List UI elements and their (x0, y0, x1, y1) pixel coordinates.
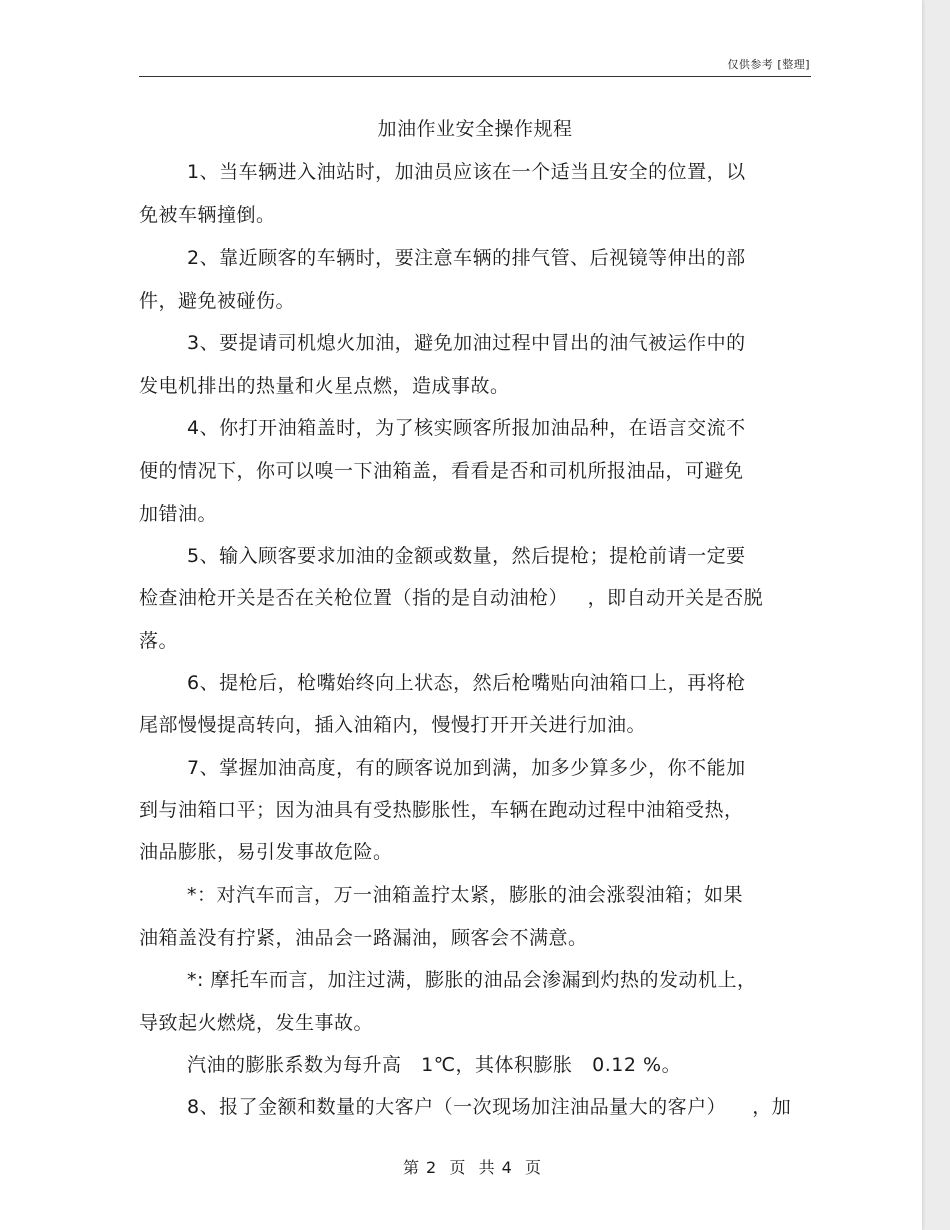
paragraph-7-line-3: 油品膨胀，易引发事故危险。 (139, 841, 393, 863)
note-1-line-1: *：对汽车而言，万一油箱盖拧太紧，膨胀的油会涨裂油箱；如果 (187, 884, 744, 906)
header-note: 仅供参考 [整理] (727, 58, 810, 71)
paragraph-6-line-1: 6、提枪后，枪嘴始终向上状态，然后枪嘴贴向油箱口上，再将枪 (187, 672, 746, 694)
paragraph-4-line-1: 4、你打开油箱盖时，为了核实顾客所报加油品种，在语言交流不 (187, 417, 746, 439)
paragraph-2-line-2: 件，避免被碰伤。 (139, 290, 296, 312)
paragraph-1-line-1: 1、当车辆进入油站时，加油员应该在一个适当且安全的位置，以 (187, 161, 746, 183)
paragraph-4-line-3: 加错油。 (139, 503, 218, 525)
paragraph-8-line-1: 8、报了金额和数量的大客户（一次现场加注油品量大的客户） ，加 (187, 1096, 792, 1118)
paragraph-1-line-2: 免被车辆撞倒。 (139, 204, 276, 226)
paragraph-5-line-3: 落。 (139, 630, 179, 652)
paragraph-4-line-2: 便的情况下，你可以嗅一下油箱盖，看看是否和司机所报油品，可避免 (139, 460, 744, 482)
note-1-line-2: 油箱盖没有拧紧，油品会一路漏油，顾客会不满意。 (139, 927, 588, 949)
paragraph-2-line-1: 2、靠近顾客的车辆时，要注意车辆的排气管、后视镜等伸出的部 (187, 247, 746, 269)
paragraph-3-line-1: 3、要提请司机熄火加油，避免加油过程中冒出的油气被运作中的 (187, 332, 746, 354)
paragraph-7-line-2: 到与油箱口平；因为油具有受热膨胀性，车辆在跑动过程中油箱受热， (139, 799, 744, 821)
expansion-coefficient-line: 汽油的膨胀系数为每升高 1℃，其体积膨胀 0.12 %。 (187, 1054, 682, 1076)
paragraph-7-line-1: 7、掌握加油高度，有的顾客说加到满，加多少算多少，你不能加 (187, 757, 746, 779)
paragraph-5-line-1: 5、输入顾客要求加油的金额或数量，然后提枪；提枪前请一定要 (187, 545, 746, 567)
page-number-footer: 第 2 页 共 4 页 (402, 1158, 543, 1177)
header-divider (139, 76, 811, 77)
note-2-line-1: *: 摩托车而言，加注过满，膨胀的油品会渗漏到灼热的发动机上， (187, 969, 757, 991)
paragraph-5-line-2: 检查油枪开关是否在关枪位置（指的是自动油枪） ，即自动开关是否脱 (139, 587, 764, 609)
paragraph-6-line-2: 尾部慢慢提高转向，插入油箱内，慢慢打开开关进行加油。 (139, 714, 647, 736)
paragraph-3-line-2: 发电机排出的热量和火星点燃，造成事故。 (139, 375, 510, 397)
document-title: 加油作业安全操作规程 (377, 118, 573, 140)
note-2-line-2: 导致起火燃烧，发生事故。 (139, 1012, 374, 1034)
